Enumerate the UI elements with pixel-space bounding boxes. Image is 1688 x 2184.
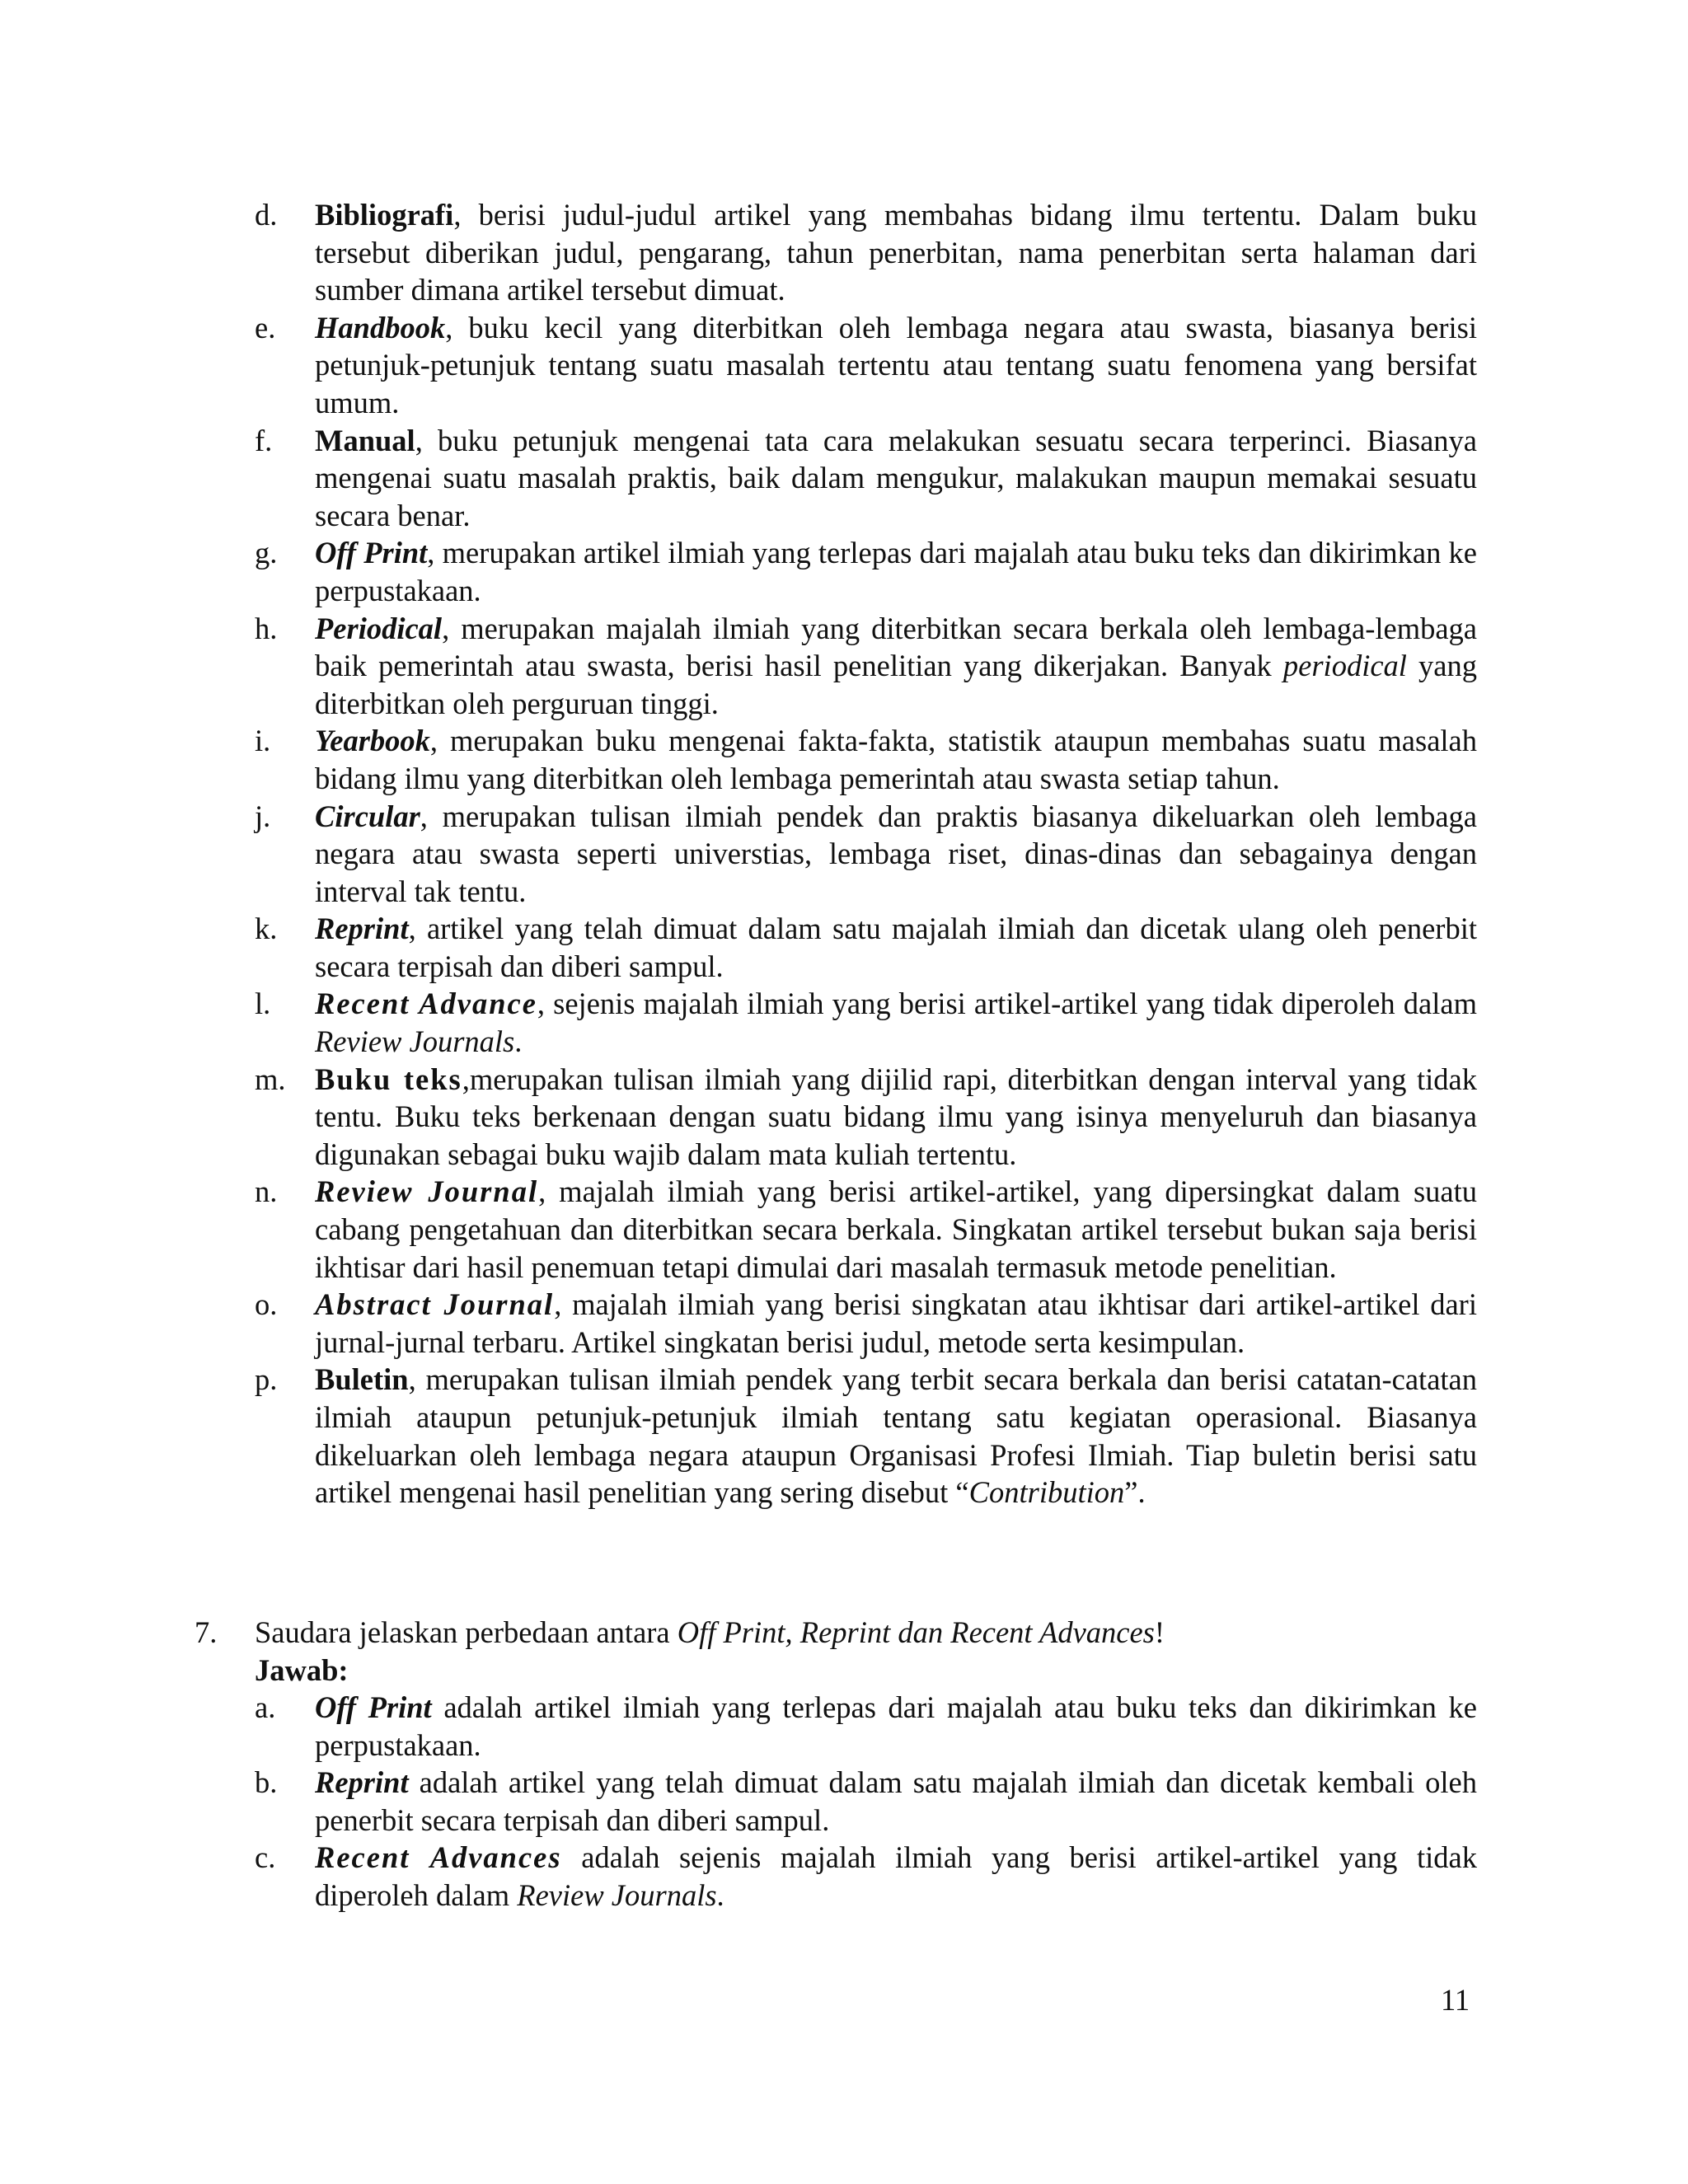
answer-item: a. Off Print adalah artikel ilmiah yang terlepas dari majalah atau buku teks dan dikirimkan ke perpustakaan. — [255, 1690, 1477, 1762]
term: Buletin — [315, 1362, 409, 1397]
list-item: g. Off Print, merupakan artikel ilmiah yang terlepas dari majalah atau buku teks dan dikirimkan ke perpustakaan. — [255, 536, 1478, 607]
list-item: m. Buku teks,merupakan tulisan ilmiah yang dijilid rapi, diterbitkan dengan interval yang tidak tentu. Buku teks berkenaan dengan suatu bidang ilmu yang isinya menyeluruh dan biasanya digunakan sebagai buku wajib dalam mata kuliah tertentu. — [255, 1062, 1477, 1171]
answer-item: c. Recent Advances adalah sejenis majalah ilmiah yang berisi artikel-artikel yang tidak diperoleh dalam Review Journals. — [255, 1840, 1477, 1912]
term: Yearbook — [315, 724, 430, 758]
list-item: h. Periodical, merupakan majalah ilmiah yang diterbitkan secara berkala oleh lembaga-lembaga baik pemerintah atau swasta, berisi hasil penelitian yang dikerjakan. Banyak periodical yang diterbitkan oleh perguruan tinggi. — [255, 611, 1477, 720]
list-item: i. Yearbook, merupakan buku mengenai fakta-fakta, statistik ataupun membahas suatu masalah bidang ilmu yang diterbitkan oleh lembaga pemerintah atau swasta setiap tahun. — [255, 724, 1477, 795]
term: Buku teks — [315, 1062, 462, 1096]
term: Recent Advances — [315, 1840, 562, 1875]
answer-label: Jawab: — [255, 1652, 349, 1687]
term: Off Print — [315, 1690, 432, 1724]
list-item: e. Handbook, buku kecil yang diterbitkan oleh lembaga negara atau swasta, biasanya berisi petunjuk-petunjuk tentang suatu masalah tertentu atau tentang suatu fenomena yang bersifat umum. — [255, 310, 1477, 419]
term: Handbook — [315, 310, 446, 344]
list-item: f. Manual, buku petunjuk mengenai tata cara melakukan sesuatu secara terperinci. Biasanya mengenai suatu masalah praktis, baik dalam mengukur, malakukan maupun memakai sesuatu secara benar. — [255, 423, 1477, 532]
term: Circular — [315, 799, 420, 833]
list-item: l. Recent Advance, sejenis majalah ilmiah yang berisi artikel-artikel yang tidak diperoleh dalam Review Journals. — [255, 987, 1477, 1059]
list-item: p. Buletin, merupakan tulisan ilmiah pendek yang terbit secara berkala dan berisi catatan-catatan ilmiah ataupun petunjuk-petunjuk ilmiah tentang satu kegiatan operasional. Biasanya dikeluarkan oleh lembaga negara ataupun Organisasi Profesi Ilmiah. Tiap buletin berisi satu artikel mengenai hasil penelitian yang sering disebut “Contribution”. — [255, 1362, 1477, 1510]
term: Bibliografi — [315, 198, 454, 232]
list-item: o. Abstract Journal, majalah ilmiah yang berisi singkatan atau ikhtisar dari artikel-artikel dari jurnal-jurnal terbaru. Artikel singkatan berisi judul, metode serta kesimpulan. — [255, 1287, 1477, 1359]
answer-list — [0, 1689, 1688, 1915]
term: Abstract Journal — [315, 1287, 555, 1322]
term: Off Print — [315, 536, 428, 570]
list-item: j. Circular, merupakan tulisan ilmiah pendek dan praktis biasanya dikeluarkan oleh lembaga negara atau swasta seperti universtias, lembaga riset, dinas-dinas dan sebagainya dengan interval tak tentu. — [255, 799, 1477, 908]
term: Recent Advance — [315, 987, 537, 1021]
list-item: d. Bibliografi, berisi judul-judul artikel yang membahas bidang ilmu tertentu. Dalam buku tersebut diberikan judul, pengarang, tahun penerbitan, nama penerbitan serta halaman dari sumber dimana artikel tersebut dimuat. — [255, 198, 1477, 307]
term: Reprint — [315, 912, 409, 946]
list-item: k. Reprint, artikel yang telah dimuat dalam satu majalah ilmiah dan dicetak ulang oleh penerbit secara terpisah dan diberi sampul. — [255, 912, 1477, 983]
answer-item: b. Reprint adalah artikel yang telah dimuat dalam satu majalah ilmiah dan dicetak kembali oleh penerbit secara terpisah dan diberi sampul. — [255, 1765, 1477, 1837]
question-number: 7. — [195, 1615, 218, 1649]
page-number: 11 — [1441, 1983, 1470, 2017]
term: Review Journal — [315, 1174, 539, 1209]
list-item: n. Review Journal, majalah ilmiah yang berisi artikel-artikel, yang dipersingkat dalam suatu cabang pengetahuan dan diterbitkan secara berkala. Singkatan artikel tersebut bukan saja berisi ikhtisar dari hasil penemuan tetapi dimulai dari masalah termasuk metode penelitian. — [255, 1174, 1477, 1284]
question-text: Saudara jelaskan perbedaan antara Off Print, Reprint dan Recent Advances! — [255, 1615, 1165, 1649]
term: Periodical — [315, 611, 443, 645]
term: Manual — [315, 423, 415, 457]
term: Reprint — [315, 1765, 409, 1800]
definition-list — [0, 196, 1688, 1511]
